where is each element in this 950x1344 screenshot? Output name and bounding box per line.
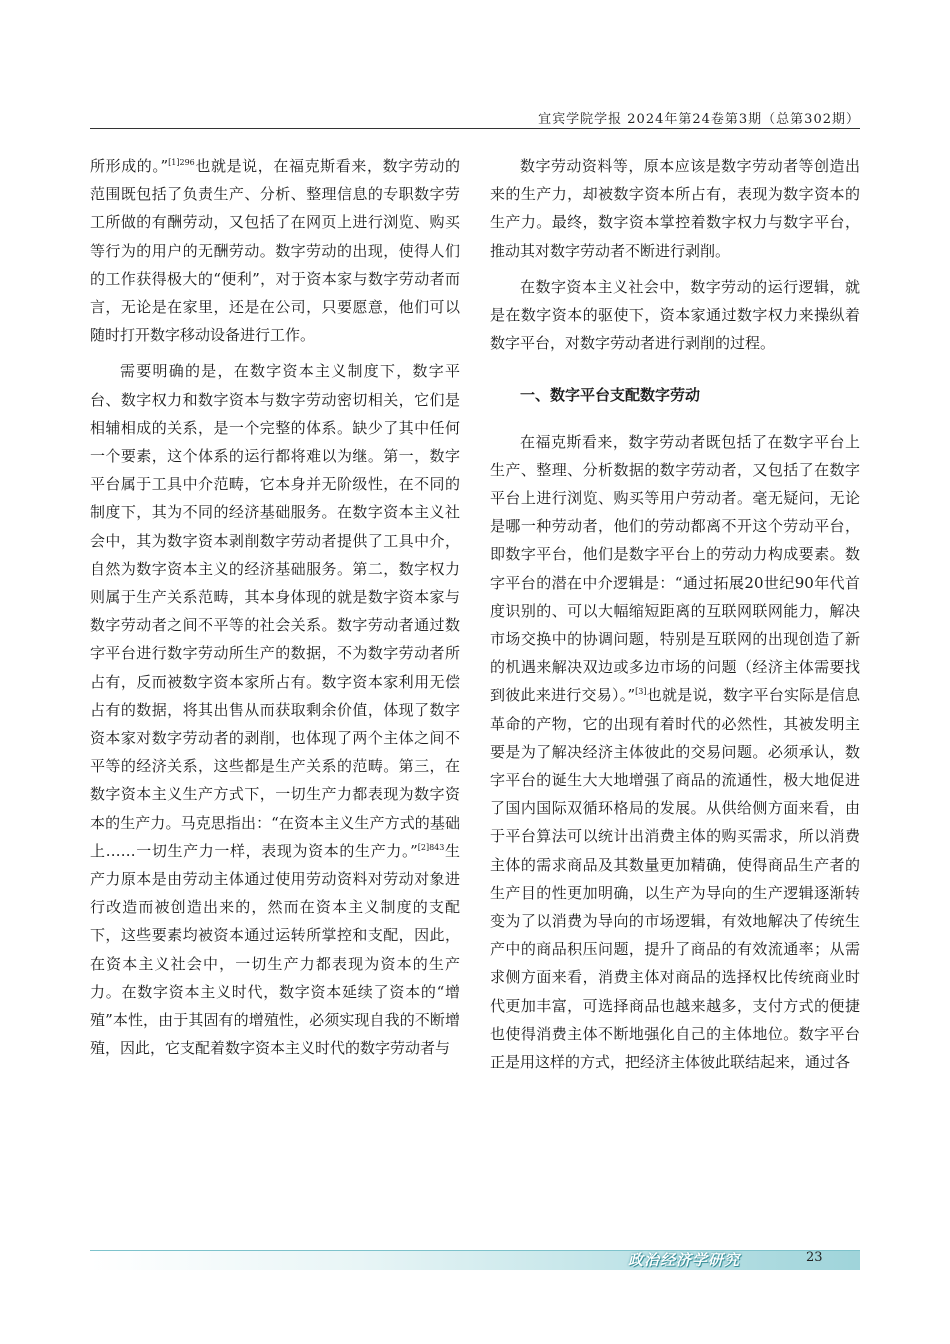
section-heading: 一、数字平台支配数字劳动	[520, 386, 701, 405]
body-paragraph	[90, 357, 460, 1062]
citation-mark: [3]	[635, 687, 647, 697]
header-divider	[90, 128, 860, 129]
right-column	[490, 152, 860, 1076]
paragraph-text: 生产力原本是由劳动主体通过使用劳动资料对劳动对象进行改造而被创造出来的，然而在资本主义制度的支配下，这些要素均被资本通过运转所掌控和支配，因此，在资本主义社会中，一切生产力都表现为资本的生产力。在数字资本主义时代，数字资本延续了资本的“增殖”本性，由于其固有的增殖性，必须实现自我的不断增殖，因此，它支配着数字资本主义时代的数字劳动者与	[90, 841, 460, 1058]
paragraph-text: 在福克斯看来，数字劳动者既包括了在数字平台上生产、整理、分析数据的数字劳动者，又包括了在数字平台上进行浏览、购买等用户劳动者。毫无疑问，无论是哪一种劳动者，他们的劳动都离不开这个劳动平台，即数字平台，他们是数字平台上的劳动力构成要素。数字平台的潜在中介逻辑是：“通过拓展20世纪90年代首度识别的、可以大幅缩短距离的互联网联网能力，解决市场交换中的协调问题，特别是互联网的出现创造了新的机遇来解决双边或多边市场的问题（经济主体需要找到彼此来进行交易）。”	[490, 432, 860, 705]
body-paragraph	[90, 152, 460, 349]
body-paragraph	[490, 428, 860, 1077]
running-header: 宜宾学院学报 2024年第24卷第3期（总第302期）	[538, 112, 860, 127]
body-paragraph: 数字劳动资料等，原本应该是数字劳动者等创造出来的生产力，却被数字资本所占有，表现为数字资本的生产力。最终，数字资本掌控着数字权力与数字平台，推动其对数字劳动者不断进行剥削。	[490, 157, 860, 260]
body-paragraph: 在数字资本主义社会中，数字劳动的运行逻辑，就是在数字资本的驱使下，资本家通过数字权力来操纵着数字平台，对数字劳动者进行剥削的过程。	[490, 277, 860, 353]
paragraph-text: 需要明确的是，在数字资本主义制度下，数字平台、数字权力和数字资本与数字劳动密切相关，它们是相辅相成的关系，是一个完整的体系。缺少了其中任何一个要素，这个体系的运行都将难以为继。第一，数字平台属于工具中介范畴，它本身并无阶级性，在不同的制度下，其为不同的经济基础服务。在数字资本主义社会中，其为数字资本剥削数字劳动者提供了工具中介，自然为数字资本主义的经济基础服务。第二，数字权力则属于生产关系范畴，其本身体现的就是数字资本家与数字劳动者之间不平等的社会关系。数字劳动者通过数字平台进行数字劳动所生产的数据，不为数字劳动者所占有，反而被数字资本家所占有。数字资本家利用无偿占有的数据，将其出售从而获取剩余价值，体现了数字资本家对数字劳动者的剥削，也体现了两个主体之间不平等的经济关系，这些都是生产关系的范畴。第三，在数字资本主义生产方式下，一切生产力都表现为数字资本的生产力。马克思指出：“在资本主义生产方式的基础上……一切生产力一样，表现为资本的生产力。”	[90, 362, 460, 860]
footer-divider	[90, 1250, 860, 1251]
left-column	[90, 152, 460, 1063]
paragraph-text: 所形成的。”	[90, 157, 169, 175]
citation-mark: [2]843	[417, 842, 445, 852]
paragraph-text: 也就是说，在福克斯看来，数字劳动的范围既包括了负责生产、分析、整理信息的专职数字劳工所做的有酬劳动，又包括了在网页上进行浏览、购买等行为的用户的无酬劳动。数字劳动的出现，使得人们的工作获得极大的“便利”，对于资本家与数字劳动者而言，无论是在家里，还是在公司，只要愿意，他们可以随时打开数字移动设备进行工作。	[90, 157, 460, 345]
journal-name: 政治经济学研究	[628, 1251, 741, 1269]
page-number: 23	[806, 1250, 823, 1265]
citation-mark: [1]296	[168, 158, 195, 167]
paragraph-text: 也就是说，数字平台实际是信息革命的产物，它的出现有着时代的必然性，其被发明主要是为了解决经济主体彼此的交易问题。必须承认，数字平台的诞生大大地增强了商品的流通性，极大地促进了国内国际双循环格局的发展。从供给侧方面来看，由于平台算法可以统计出消费主体的购买需求，所以消费主体的需求商品及其数量更加精确，使得商品生产者的生产目的性更加明确，以生产为导向的生产逻辑逐渐转变为了以消费为导向的市场逻辑，有效地解决了传统生产中的商品积压问题，提升了商品的有效流通率；从需求侧方面来看，消费主体对商品的选择权比传统商业时代更加丰富，可选择商品也越来越多，支付方式的便捷也使得消费主体不断地强化自己的主体地位。数字平台正是用这样的方式，把经济主体彼此联结起来，通过各	[490, 686, 860, 1072]
footer-band	[90, 1250, 860, 1270]
